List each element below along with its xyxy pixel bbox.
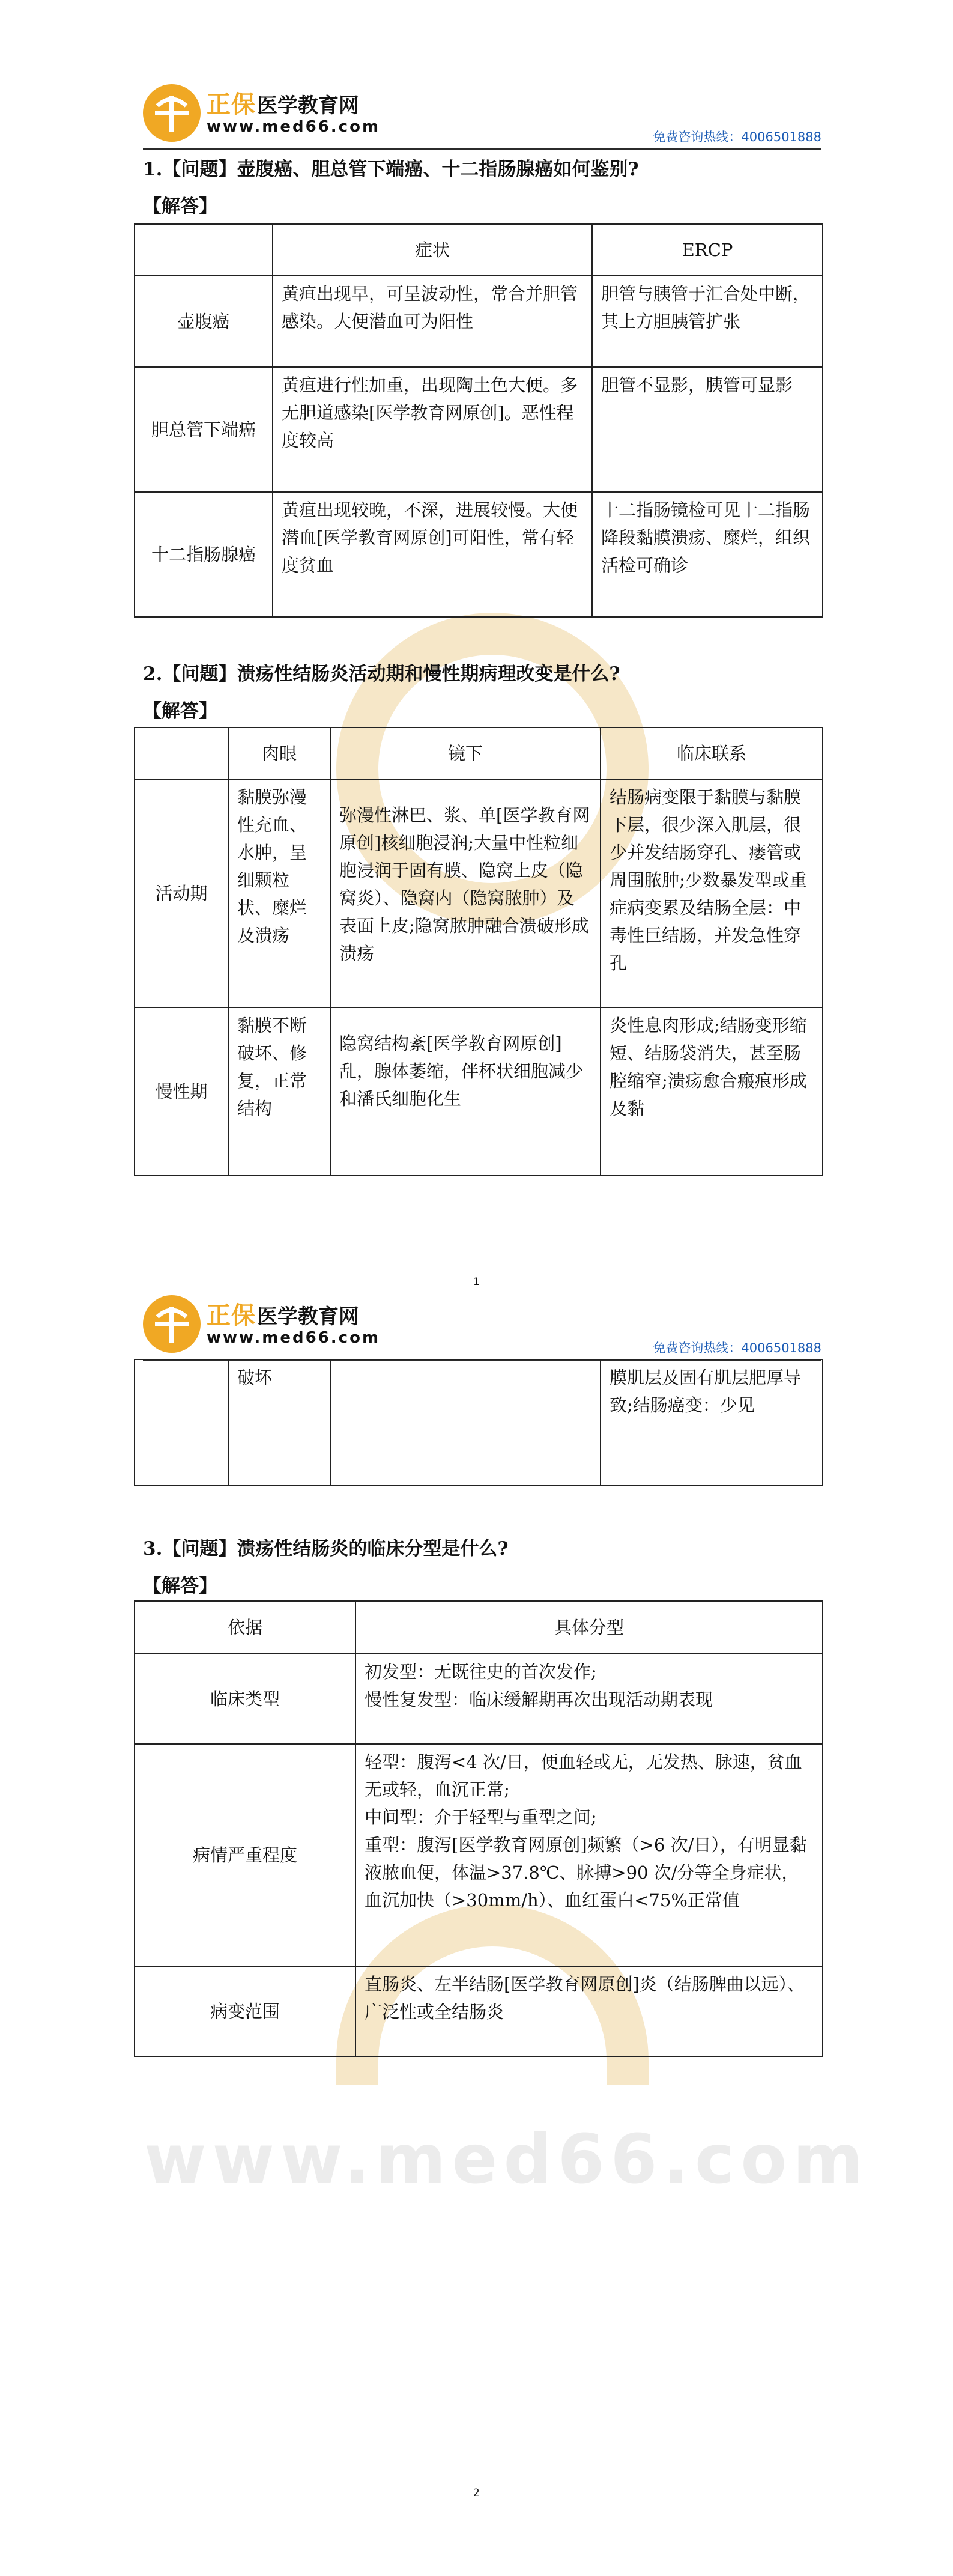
hotline: 免费咨询热线：4006501888 xyxy=(653,130,821,144)
table-q2 xyxy=(134,727,823,1176)
clinical-cell: 膜肌层及固有肌层肥厚导致;结肠癌变：少见 xyxy=(601,1359,823,1486)
micro-cell: 弥漫性淋巴、浆、单[医学教育网原创]核细胞浸润;大量中性粒细胞浸润于固有膜、隐窝上皮（隐窝炎）、隐窝内（隐窝脓肿）及表面上皮;隐窝脓肿融合溃破形成溃疡 xyxy=(330,779,601,1007)
page-header xyxy=(143,1295,821,1367)
type-line: 重型：腹泻[医学教育网原创]频繁（>6 次/日），有明显黏液脓血便，体温>37.8℃、脉搏>90 次/分等全身症状，血沉加快（>30mm/h）、血红蛋白<75%正常值 xyxy=(365,1835,807,1910)
table-q2-continued xyxy=(134,1359,823,1486)
table-header-row xyxy=(135,224,823,276)
symptom-cell: 黄疸出现较晚，不深，进展较慢。大便潜血[医学教育网原创]可阳性，常有轻度贫血 xyxy=(273,492,592,617)
question-3: 3.【问题】溃疡性结肠炎的临床分型是什么? xyxy=(143,1538,509,1560)
table-q3 xyxy=(134,1600,823,2057)
table-row xyxy=(135,1966,823,2056)
row-label: 壶腹癌 xyxy=(135,276,273,367)
type-cell xyxy=(355,1654,823,1744)
question-2: 2.【问题】溃疡性结肠炎活动期和慢性期病理改变是什么? xyxy=(143,663,620,685)
ercp-cell: 胆管与胰管于汇合处中断，其上方胆胰管扩张 xyxy=(592,276,823,367)
table-row-active xyxy=(135,779,823,1007)
brand-logo-icon xyxy=(143,84,201,142)
hotline: 免费咨询热线：4006501888 xyxy=(653,1341,821,1355)
row-label: 慢性期 xyxy=(135,1007,228,1176)
table-row xyxy=(135,1744,823,1966)
row-label: 胆总管下端癌 xyxy=(135,367,273,492)
header-divider xyxy=(143,148,821,150)
table-row xyxy=(135,1654,823,1744)
page-number: 2 xyxy=(473,2487,480,2499)
table-header-row xyxy=(135,1601,823,1654)
logo-brand: 正保 xyxy=(207,1302,256,1329)
answer-label-1: 【解答】 xyxy=(143,196,217,217)
header-cell: 症状 xyxy=(273,224,592,276)
logo-brand: 正保 xyxy=(207,91,256,118)
header-cell: ERCP xyxy=(592,224,823,276)
brand-logo-icon xyxy=(143,1295,201,1353)
row-label: 十二指肠腺癌 xyxy=(135,492,273,617)
header-cell: 具体分型 xyxy=(355,1601,823,1654)
clinical-cell: 炎性息肉形成;结肠变形缩短、结肠袋消失，甚至肠腔缩窄;溃疡愈合瘢痕形成及黏 xyxy=(601,1007,823,1176)
micro-cell: 隐窝结构紊[医学教育网原创]乱，腺体萎缩，伴杯状细胞减少和潘氏细胞化生 xyxy=(330,1007,601,1176)
type-cell xyxy=(355,1744,823,1966)
type-line: 轻型：腹泻<4 次/日，便血轻或无，无发热、脉速，贫血无或轻，血沉正常; xyxy=(365,1752,802,1800)
row-label: 病变范围 xyxy=(135,1966,355,2056)
logo-url[interactable]: www.med66.com xyxy=(207,1329,381,1347)
row-label: 活动期 xyxy=(135,779,228,1007)
answer-label-3: 【解答】 xyxy=(143,1575,217,1597)
logo-name: 医学教育网 xyxy=(257,94,359,118)
gross-cell: 破坏 xyxy=(228,1359,330,1486)
page-header xyxy=(143,84,821,156)
header-cell: 依据 xyxy=(135,1601,355,1654)
ercp-cell: 胆管不显影，胰管可显影 xyxy=(592,367,823,492)
watermark-text: www.med66.com xyxy=(144,2121,870,2199)
type-line: 中间型：介于轻型与重型之间; xyxy=(365,1807,597,1827)
gross-cell: 黏膜弥漫性充血、水肿，呈细颗粒状、糜烂及溃疡 xyxy=(228,779,330,1007)
header-cell: 肉眼 xyxy=(228,728,330,779)
table-header-row xyxy=(135,728,823,779)
logo-name: 医学教育网 xyxy=(257,1305,359,1329)
table-row-chronic-cont xyxy=(135,1359,823,1486)
type-line: 慢性复发型：临床缓解期再次出现活动期表现 xyxy=(365,1689,713,1710)
page-number: 1 xyxy=(473,1276,480,1288)
symptom-cell: 黄疸进行性加重，出现陶土色大便。多无胆道感染[医学教育网原创]。恶性程度较高 xyxy=(273,367,592,492)
gross-cell: 黏膜不断破坏、修复，正常结构 xyxy=(228,1007,330,1176)
table-row-chronic xyxy=(135,1007,823,1176)
header-cell xyxy=(135,728,228,779)
header-cell: 镜下 xyxy=(330,728,601,779)
logo-url[interactable]: www.med66.com xyxy=(207,118,381,136)
table-row xyxy=(135,367,823,492)
empty-cell xyxy=(135,1359,228,1486)
empty-cell xyxy=(330,1359,601,1486)
clinical-cell: 结肠病变限于黏膜与黏膜下层，很少深入肌层，很少并发结肠穿孔、瘘管或周围脓肿;少数暴发型或重症病变累及结肠全层：中毒性巨结肠，并发急性穿孔 xyxy=(601,779,823,1007)
row-label: 临床类型 xyxy=(135,1654,355,1744)
type-cell xyxy=(355,1966,823,2056)
type-line: 直肠炎、左半结肠[医学教育网原创]炎（结肠脾曲以远）、广泛性或全结肠炎 xyxy=(365,1974,805,2022)
header-cell xyxy=(135,224,273,276)
ercp-cell: 十二指肠镜检可见十二指肠降段黏膜溃疡、糜烂，组织活检可确诊 xyxy=(592,492,823,617)
table-q1 xyxy=(134,223,823,618)
question-1: 1.【问题】壶腹癌、胆总管下端癌、十二指肠腺癌如何鉴别? xyxy=(143,159,639,180)
type-line: 初发型：无既往史的首次发作; xyxy=(365,1662,597,1682)
table-row xyxy=(135,492,823,617)
answer-label-2: 【解答】 xyxy=(143,700,217,722)
header-cell: 临床联系 xyxy=(601,728,823,779)
row-label: 病情严重程度 xyxy=(135,1744,355,1966)
symptom-cell: 黄疸出现早，可呈波动性，常合并胆管感染。大便潜血可为阳性 xyxy=(273,276,592,367)
table-row xyxy=(135,276,823,367)
